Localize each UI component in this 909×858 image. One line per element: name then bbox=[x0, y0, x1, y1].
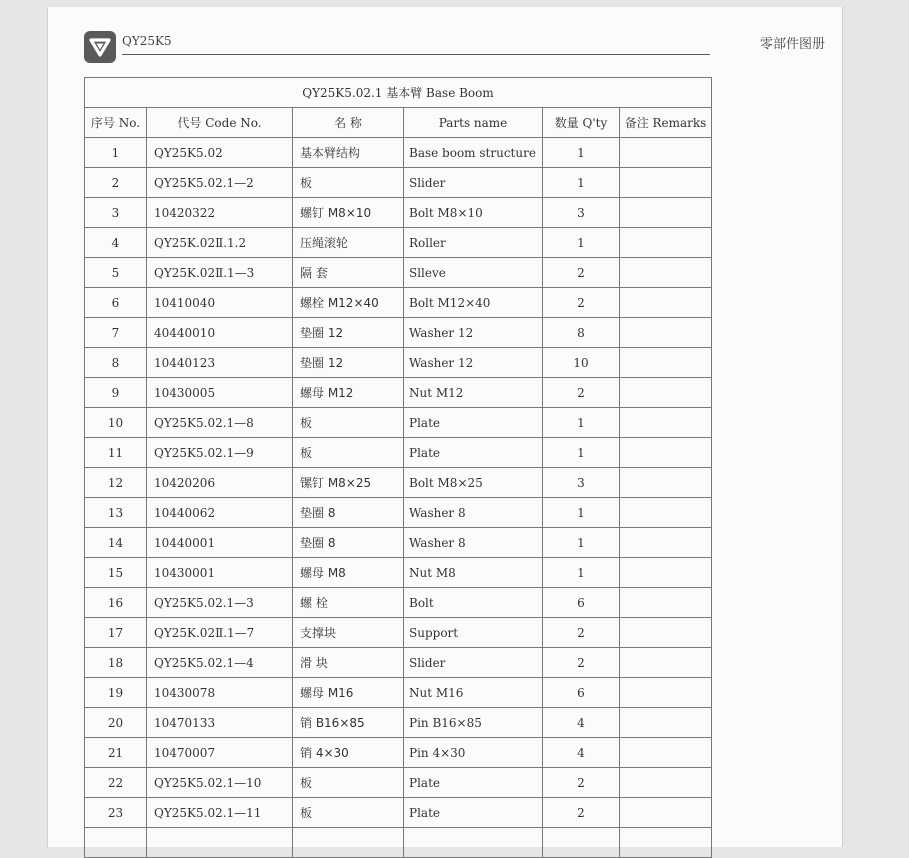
table-row bbox=[85, 318, 712, 348]
column-header-name: 名 称 bbox=[293, 108, 404, 138]
cell-remarks bbox=[620, 558, 712, 588]
cell-code: QY25K5.02.1—2 bbox=[147, 168, 293, 198]
cell-parts-name: Washer 12 bbox=[404, 318, 543, 348]
cell-no: 7 bbox=[85, 318, 147, 348]
cell-parts-name: Bolt M12×40 bbox=[404, 288, 543, 318]
cell-parts-name: Pin B16×85 bbox=[404, 708, 543, 738]
column-header-qty: 数量 Q'ty bbox=[543, 108, 620, 138]
cell-code bbox=[147, 828, 293, 858]
cell-no: 8 bbox=[85, 348, 147, 378]
cell-code: QY25K5.02.1—9 bbox=[147, 438, 293, 468]
cell-qty: 1 bbox=[543, 528, 620, 558]
cell-parts-name: Pin 4×30 bbox=[404, 738, 543, 768]
cell-remarks bbox=[620, 168, 712, 198]
table-caption: QY25K5.02.1 基本臂 Base Boom bbox=[85, 78, 712, 108]
cell-code: 10470007 bbox=[147, 738, 293, 768]
cell-remarks bbox=[620, 408, 712, 438]
cell-name: 螺栓 M12×40 bbox=[293, 288, 404, 318]
cell-qty: 2 bbox=[543, 258, 620, 288]
cell-no: 11 bbox=[85, 438, 147, 468]
cell-remarks bbox=[620, 318, 712, 348]
cell-remarks bbox=[620, 738, 712, 768]
cell-no: 13 bbox=[85, 498, 147, 528]
table-row bbox=[85, 468, 712, 498]
table-row bbox=[85, 528, 712, 558]
cell-name: 板 bbox=[293, 168, 404, 198]
cell-qty: 1 bbox=[543, 228, 620, 258]
cell-qty: 2 bbox=[543, 648, 620, 678]
cell-parts-name: Slleve bbox=[404, 258, 543, 288]
cell-name: 板 bbox=[293, 408, 404, 438]
cell-parts-name: Plate bbox=[404, 408, 543, 438]
table-row bbox=[85, 678, 712, 708]
cell-qty: 6 bbox=[543, 678, 620, 708]
cell-remarks bbox=[620, 528, 712, 558]
cell-parts-name: Nut M8 bbox=[404, 558, 543, 588]
cell-name: 垫圈 8 bbox=[293, 498, 404, 528]
cell-name: 基本臂结构 bbox=[293, 138, 404, 168]
cell-qty: 2 bbox=[543, 378, 620, 408]
cell-parts-name: Washer 8 bbox=[404, 528, 543, 558]
cell-name: 销 B16×85 bbox=[293, 708, 404, 738]
cell-code: 10470133 bbox=[147, 708, 293, 738]
table-row bbox=[85, 798, 712, 828]
cell-no: 22 bbox=[85, 768, 147, 798]
cell-parts-name: Base boom structure bbox=[404, 138, 543, 168]
cell-no: 16 bbox=[85, 588, 147, 618]
cell-code: QY25K5.02.1—10 bbox=[147, 768, 293, 798]
cell-no: 5 bbox=[85, 258, 147, 288]
cell-remarks bbox=[620, 588, 712, 618]
cell-name: 销 4×30 bbox=[293, 738, 404, 768]
cell-name: 垫圈 12 bbox=[293, 318, 404, 348]
table-row bbox=[85, 288, 712, 318]
cell-remarks bbox=[620, 828, 712, 858]
cell-name: 压绳滚轮 bbox=[293, 228, 404, 258]
cell-name: 垫圈 8 bbox=[293, 528, 404, 558]
cell-qty: 1 bbox=[543, 408, 620, 438]
cell-no: 9 bbox=[85, 378, 147, 408]
column-header-parts-name: Parts name bbox=[404, 108, 543, 138]
column-header-no: 序号 No. bbox=[85, 108, 147, 138]
logo-icon bbox=[88, 35, 112, 59]
cell-qty: 3 bbox=[543, 468, 620, 498]
cell-parts-name: Bolt M8×25 bbox=[404, 468, 543, 498]
table-row bbox=[85, 588, 712, 618]
cell-parts-name: Plate bbox=[404, 768, 543, 798]
cell-qty: 2 bbox=[543, 618, 620, 648]
catalog-title: 零部件图册 bbox=[759, 37, 825, 52]
cell-no: 1 bbox=[85, 138, 147, 168]
cell-parts-name: Nut M16 bbox=[404, 678, 543, 708]
cell-parts-name: Washer 12 bbox=[404, 348, 543, 378]
table-row bbox=[85, 138, 712, 168]
cell-remarks bbox=[620, 648, 712, 678]
table-row bbox=[85, 738, 712, 768]
cell-remarks bbox=[620, 288, 712, 318]
cell-code: 10440123 bbox=[147, 348, 293, 378]
header-divider bbox=[122, 54, 710, 55]
cell-name bbox=[293, 828, 404, 858]
cell-parts-name: Washer 8 bbox=[404, 498, 543, 528]
cell-remarks bbox=[620, 348, 712, 378]
cell-qty: 6 bbox=[543, 588, 620, 618]
table-row bbox=[85, 648, 712, 678]
cell-code: QY25K5.02.1—11 bbox=[147, 798, 293, 828]
cell-no: 19 bbox=[85, 678, 147, 708]
cell-qty: 1 bbox=[543, 168, 620, 198]
cell-qty: 8 bbox=[543, 318, 620, 348]
cell-remarks bbox=[620, 498, 712, 528]
cell-no: 4 bbox=[85, 228, 147, 258]
cell-parts-name: Bolt M8×10 bbox=[404, 198, 543, 228]
cell-no: 18 bbox=[85, 648, 147, 678]
cell-name: 滑 块 bbox=[293, 648, 404, 678]
cell-remarks bbox=[620, 438, 712, 468]
cell-qty bbox=[543, 828, 620, 858]
table-row bbox=[85, 408, 712, 438]
cell-remarks bbox=[620, 618, 712, 648]
cell-name: 支撑块 bbox=[293, 618, 404, 648]
cell-no: 6 bbox=[85, 288, 147, 318]
cell-code: 10420322 bbox=[147, 198, 293, 228]
cell-qty: 2 bbox=[543, 768, 620, 798]
table-row bbox=[85, 618, 712, 648]
cell-no: 12 bbox=[85, 468, 147, 498]
cell-qty: 4 bbox=[543, 708, 620, 738]
cell-code: 40440010 bbox=[147, 318, 293, 348]
cell-code: QY25K5.02.1—3 bbox=[147, 588, 293, 618]
cell-qty: 2 bbox=[543, 798, 620, 828]
cell-parts-name: Slider bbox=[404, 168, 543, 198]
cell-parts-name: Slider bbox=[404, 648, 543, 678]
cell-no bbox=[85, 828, 147, 858]
table-row bbox=[85, 198, 712, 228]
cell-qty: 1 bbox=[543, 138, 620, 168]
cell-parts-name: Nut M12 bbox=[404, 378, 543, 408]
cell-no: 10 bbox=[85, 408, 147, 438]
cell-code: 10440062 bbox=[147, 498, 293, 528]
cell-parts-name: Plate bbox=[404, 438, 543, 468]
cell-name: 板 bbox=[293, 798, 404, 828]
cell-name: 镙钉 M8×25 bbox=[293, 468, 404, 498]
table-row bbox=[85, 378, 712, 408]
cell-code: QY25K5.02.1—4 bbox=[147, 648, 293, 678]
cell-no: 20 bbox=[85, 708, 147, 738]
cell-remarks bbox=[620, 258, 712, 288]
table-row bbox=[85, 498, 712, 528]
cell-name: 螺母 M16 bbox=[293, 678, 404, 708]
cell-name: 螺 栓 bbox=[293, 588, 404, 618]
cell-parts-name: Plate bbox=[404, 798, 543, 828]
cell-code: 10430001 bbox=[147, 558, 293, 588]
cell-parts-name: Support bbox=[404, 618, 543, 648]
cell-code: 10440001 bbox=[147, 528, 293, 558]
cell-code: QY25K.02Ⅱ.1.2 bbox=[147, 228, 293, 258]
table-row bbox=[85, 708, 712, 738]
cell-remarks bbox=[620, 708, 712, 738]
table-row bbox=[85, 258, 712, 288]
cell-parts-name: Bolt bbox=[404, 588, 543, 618]
cell-remarks bbox=[620, 228, 712, 258]
cell-name: 板 bbox=[293, 438, 404, 468]
cell-code: 10430005 bbox=[147, 378, 293, 408]
cell-name: 隔 套 bbox=[293, 258, 404, 288]
cell-remarks bbox=[620, 198, 712, 228]
cell-no: 17 bbox=[85, 618, 147, 648]
cell-name: 螺母 M8 bbox=[293, 558, 404, 588]
company-logo bbox=[84, 31, 116, 63]
table-row bbox=[85, 438, 712, 468]
cell-qty: 1 bbox=[543, 498, 620, 528]
cell-qty: 3 bbox=[543, 198, 620, 228]
cell-name: 螺钉 M8×10 bbox=[293, 198, 404, 228]
cell-code: QY25K5.02.1—8 bbox=[147, 408, 293, 438]
cell-qty: 1 bbox=[543, 558, 620, 588]
cell-parts-name bbox=[404, 828, 543, 858]
cell-code: QY25K.02Ⅱ.1—7 bbox=[147, 618, 293, 648]
table-row bbox=[85, 768, 712, 798]
cell-no: 21 bbox=[85, 738, 147, 768]
cell-code: 10420206 bbox=[147, 468, 293, 498]
cell-name: 螺母 M12 bbox=[293, 378, 404, 408]
cell-name: 板 bbox=[293, 768, 404, 798]
cell-qty: 2 bbox=[543, 288, 620, 318]
column-header-code: 代号 Code No. bbox=[147, 108, 293, 138]
cell-no: 15 bbox=[85, 558, 147, 588]
cell-remarks bbox=[620, 468, 712, 498]
cell-code: 10430078 bbox=[147, 678, 293, 708]
cell-qty: 4 bbox=[543, 738, 620, 768]
cell-no: 2 bbox=[85, 168, 147, 198]
cell-remarks bbox=[620, 678, 712, 708]
cell-code: QY25K.02Ⅱ.1—3 bbox=[147, 258, 293, 288]
cell-no: 3 bbox=[85, 198, 147, 228]
column-header-remarks: 备注 Remarks bbox=[620, 108, 712, 138]
table-row bbox=[85, 348, 712, 378]
cell-name: 垫圈 12 bbox=[293, 348, 404, 378]
cell-remarks bbox=[620, 378, 712, 408]
cell-parts-name: Roller bbox=[404, 228, 543, 258]
table-row bbox=[85, 228, 712, 258]
cell-remarks bbox=[620, 138, 712, 168]
cell-qty: 10 bbox=[543, 348, 620, 378]
document-title: QY25K5 bbox=[122, 34, 172, 48]
parts-table bbox=[84, 77, 712, 858]
cell-remarks bbox=[620, 768, 712, 798]
table-row bbox=[85, 558, 712, 588]
table-row bbox=[85, 828, 712, 858]
cell-no: 14 bbox=[85, 528, 147, 558]
cell-qty: 1 bbox=[543, 438, 620, 468]
cell-no: 23 bbox=[85, 798, 147, 828]
table-row bbox=[85, 168, 712, 198]
cell-code: 10410040 bbox=[147, 288, 293, 318]
cell-code: QY25K5.02 bbox=[147, 138, 293, 168]
cell-remarks bbox=[620, 798, 712, 828]
